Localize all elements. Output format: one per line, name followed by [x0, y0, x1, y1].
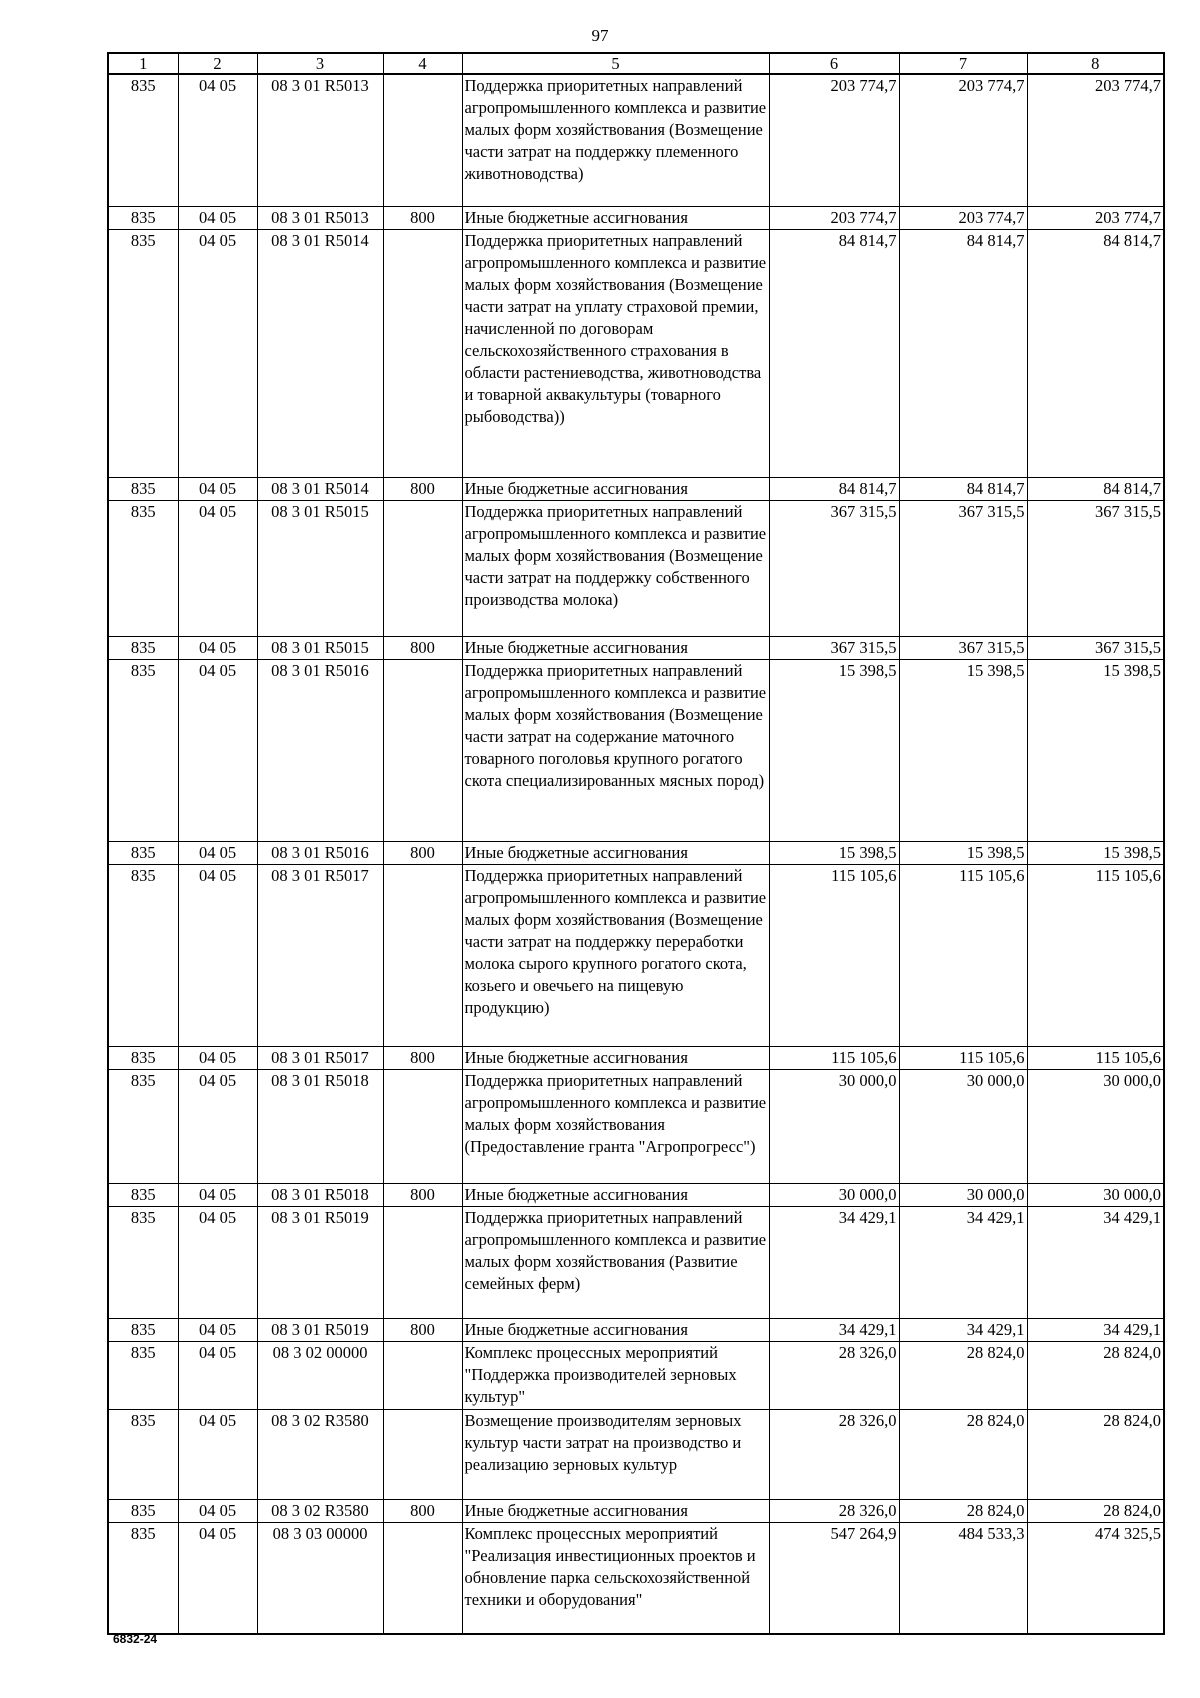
cell-expense-type [383, 1206, 462, 1318]
cell-target-article: 08 3 01 R5017 [257, 864, 383, 1046]
table-body [108, 74, 1164, 1634]
cell-section-code: 04 05 [178, 74, 257, 206]
cell-amount-year2: 15 398,5 [899, 659, 1027, 841]
page-number: 97 [591, 26, 609, 45]
table-row [108, 1046, 1164, 1069]
cell-amount-year3: 367 315,5 [1027, 636, 1164, 659]
cell-target-article: 08 3 01 R5015 [257, 500, 383, 636]
cell-amount-year2: 484 533,3 [899, 1522, 1027, 1634]
cell-expense-type [383, 864, 462, 1046]
cell-amount-year2: 34 429,1 [899, 1206, 1027, 1318]
cell-ministry-code: 835 [108, 1069, 178, 1183]
cell-amount-year3: 30 000,0 [1027, 1183, 1164, 1206]
cell-ministry-code: 835 [108, 1409, 178, 1499]
cell-amount-year1: 28 326,0 [769, 1409, 899, 1499]
cell-description: Иные бюджетные ассигнования [462, 1318, 769, 1341]
cell-target-article: 08 3 01 R5019 [257, 1318, 383, 1341]
cell-ministry-code: 835 [108, 1318, 178, 1341]
cell-description: Поддержка приоритетных направлений агропромышленного комплекса и развитие малых форм хозяйствования (Возмещение части затрат на содержание маточного товарного поголовья крупного рогатого скота специализированных мясных пород) [462, 659, 769, 841]
cell-target-article: 08 3 03 00000 [257, 1522, 383, 1634]
cell-expense-type [383, 1341, 462, 1409]
table-row [108, 1183, 1164, 1206]
cell-section-code: 04 05 [178, 659, 257, 841]
cell-amount-year3: 28 824,0 [1027, 1341, 1164, 1409]
cell-ministry-code: 835 [108, 636, 178, 659]
cell-amount-year3: 84 814,7 [1027, 477, 1164, 500]
cell-target-article: 08 3 02 R3580 [257, 1499, 383, 1522]
budget-table [107, 52, 1165, 1635]
cell-target-article: 08 3 02 R3580 [257, 1409, 383, 1499]
cell-ministry-code: 835 [108, 74, 178, 206]
cell-target-article: 08 3 01 R5015 [257, 636, 383, 659]
cell-description: Комплекс процессных мероприятий "Поддержка производителей зерновых культур" [462, 1341, 769, 1409]
cell-section-code: 04 05 [178, 1206, 257, 1318]
cell-target-article: 08 3 01 R5013 [257, 206, 383, 229]
table-row [108, 1069, 1164, 1183]
cell-amount-year3: 15 398,5 [1027, 841, 1164, 864]
cell-section-code: 04 05 [178, 1183, 257, 1206]
cell-description: Комплекс процессных мероприятий "Реализация инвестиционных проектов и обновление парка сельскохозяйственной техники и оборудования" [462, 1522, 769, 1634]
table-row [108, 1206, 1164, 1318]
cell-ministry-code: 835 [108, 1341, 178, 1409]
cell-target-article: 08 3 01 R5014 [257, 229, 383, 477]
cell-amount-year1: 115 105,6 [769, 1046, 899, 1069]
cell-section-code: 04 05 [178, 1341, 257, 1409]
cell-target-article: 08 3 01 R5014 [257, 477, 383, 500]
cell-ministry-code: 835 [108, 1046, 178, 1069]
cell-expense-type: 800 [383, 841, 462, 864]
table-row [108, 1318, 1164, 1341]
cell-ministry-code: 835 [108, 206, 178, 229]
cell-ministry-code: 835 [108, 477, 178, 500]
cell-section-code: 04 05 [178, 1046, 257, 1069]
cell-amount-year3: 203 774,7 [1027, 206, 1164, 229]
cell-amount-year1: 28 326,0 [769, 1499, 899, 1522]
cell-amount-year1: 203 774,7 [769, 206, 899, 229]
cell-target-article: 08 3 02 00000 [257, 1341, 383, 1409]
table-row [108, 74, 1164, 206]
table-row [108, 500, 1164, 636]
cell-amount-year3: 28 824,0 [1027, 1409, 1164, 1499]
cell-amount-year1: 203 774,7 [769, 74, 899, 206]
cell-expense-type [383, 659, 462, 841]
cell-expense-type: 800 [383, 1046, 462, 1069]
cell-target-article: 08 3 01 R5016 [257, 841, 383, 864]
cell-amount-year2: 367 315,5 [899, 500, 1027, 636]
cell-ministry-code: 835 [108, 229, 178, 477]
cell-section-code: 04 05 [178, 1069, 257, 1183]
cell-section-code: 04 05 [178, 1318, 257, 1341]
cell-amount-year1: 115 105,6 [769, 864, 899, 1046]
column-header: 8 [1027, 53, 1164, 74]
cell-amount-year2: 115 105,6 [899, 864, 1027, 1046]
table-row [108, 636, 1164, 659]
cell-description: Иные бюджетные ассигнования [462, 1183, 769, 1206]
cell-amount-year1: 34 429,1 [769, 1206, 899, 1318]
cell-ministry-code: 835 [108, 659, 178, 841]
table-row [108, 1499, 1164, 1522]
cell-amount-year3: 30 000,0 [1027, 1069, 1164, 1183]
cell-amount-year3: 367 315,5 [1027, 500, 1164, 636]
cell-ministry-code: 835 [108, 1499, 178, 1522]
cell-description: Иные бюджетные ассигнования [462, 206, 769, 229]
cell-amount-year3: 15 398,5 [1027, 659, 1164, 841]
column-header: 1 [108, 53, 178, 74]
cell-amount-year1: 34 429,1 [769, 1318, 899, 1341]
cell-amount-year2: 203 774,7 [899, 74, 1027, 206]
cell-amount-year1: 367 315,5 [769, 500, 899, 636]
cell-amount-year3: 34 429,1 [1027, 1206, 1164, 1318]
cell-amount-year1: 30 000,0 [769, 1183, 899, 1206]
cell-amount-year3: 474 325,5 [1027, 1522, 1164, 1634]
cell-amount-year2: 15 398,5 [899, 841, 1027, 864]
cell-amount-year2: 367 315,5 [899, 636, 1027, 659]
cell-amount-year3: 34 429,1 [1027, 1318, 1164, 1341]
cell-expense-type [383, 74, 462, 206]
cell-target-article: 08 3 01 R5016 [257, 659, 383, 841]
cell-section-code: 04 05 [178, 864, 257, 1046]
cell-description: Поддержка приоритетных направлений агропромышленного комплекса и развитие малых форм хозяйствования (Предоставление гранта "Агропрогресс") [462, 1069, 769, 1183]
cell-description: Иные бюджетные ассигнования [462, 841, 769, 864]
cell-amount-year3: 115 105,6 [1027, 864, 1164, 1046]
cell-amount-year1: 28 326,0 [769, 1341, 899, 1409]
cell-amount-year2: 34 429,1 [899, 1318, 1027, 1341]
table-row [108, 841, 1164, 864]
table-row [108, 1409, 1164, 1499]
cell-amount-year1: 30 000,0 [769, 1069, 899, 1183]
cell-ministry-code: 835 [108, 1522, 178, 1634]
cell-ministry-code: 835 [108, 1206, 178, 1318]
column-header: 7 [899, 53, 1027, 74]
cell-target-article: 08 3 01 R5018 [257, 1183, 383, 1206]
table-row [108, 864, 1164, 1046]
table-row [108, 206, 1164, 229]
cell-expense-type: 800 [383, 1499, 462, 1522]
cell-target-article: 08 3 01 R5013 [257, 74, 383, 206]
cell-section-code: 04 05 [178, 500, 257, 636]
cell-section-code: 04 05 [178, 229, 257, 477]
cell-expense-type [383, 1069, 462, 1183]
cell-amount-year1: 84 814,7 [769, 229, 899, 477]
cell-expense-type: 800 [383, 636, 462, 659]
cell-section-code: 04 05 [178, 1409, 257, 1499]
cell-amount-year1: 15 398,5 [769, 659, 899, 841]
cell-target-article: 08 3 01 R5019 [257, 1206, 383, 1318]
cell-amount-year2: 30 000,0 [899, 1069, 1027, 1183]
cell-amount-year1: 547 264,9 [769, 1522, 899, 1634]
table-row [108, 1522, 1164, 1634]
cell-ministry-code: 835 [108, 1183, 178, 1206]
document-code: 6832-24 [113, 1632, 158, 1646]
cell-amount-year3: 115 105,6 [1027, 1046, 1164, 1069]
table-row [108, 659, 1164, 841]
cell-section-code: 04 05 [178, 1499, 257, 1522]
cell-amount-year2: 203 774,7 [899, 206, 1027, 229]
cell-amount-year2: 115 105,6 [899, 1046, 1027, 1069]
cell-amount-year2: 28 824,0 [899, 1341, 1027, 1409]
column-header: 6 [769, 53, 899, 74]
cell-amount-year2: 28 824,0 [899, 1499, 1027, 1522]
cell-expense-type [383, 1409, 462, 1499]
cell-amount-year1: 84 814,7 [769, 477, 899, 500]
cell-amount-year3: 28 824,0 [1027, 1499, 1164, 1522]
cell-description: Иные бюджетные ассигнования [462, 1499, 769, 1522]
cell-expense-type: 800 [383, 1318, 462, 1341]
cell-ministry-code: 835 [108, 864, 178, 1046]
table-row [108, 1341, 1164, 1409]
cell-target-article: 08 3 01 R5018 [257, 1069, 383, 1183]
cell-amount-year3: 203 774,7 [1027, 74, 1164, 206]
cell-description: Иные бюджетные ассигнования [462, 1046, 769, 1069]
cell-amount-year2: 84 814,7 [899, 477, 1027, 500]
cell-expense-type [383, 229, 462, 477]
cell-description: Поддержка приоритетных направлений агропромышленного комплекса и развитие малых форм хозяйствования (Развитие семейных ферм) [462, 1206, 769, 1318]
cell-amount-year1: 367 315,5 [769, 636, 899, 659]
column-header: 2 [178, 53, 257, 74]
cell-section-code: 04 05 [178, 841, 257, 864]
cell-ministry-code: 835 [108, 500, 178, 636]
cell-amount-year2: 84 814,7 [899, 229, 1027, 477]
table-row [108, 477, 1164, 500]
cell-section-code: 04 05 [178, 1522, 257, 1634]
header-row [108, 53, 1164, 74]
cell-expense-type: 800 [383, 1183, 462, 1206]
column-header: 3 [257, 53, 383, 74]
cell-section-code: 04 05 [178, 206, 257, 229]
cell-expense-type: 800 [383, 206, 462, 229]
cell-amount-year1: 15 398,5 [769, 841, 899, 864]
cell-description: Поддержка приоритетных направлений агропромышленного комплекса и развитие малых форм хозяйствования (Возмещение части затрат на уплату страховой премии, начисленной по договорам сельскохозяйственного страхования в области растениеводства, животноводства и товарной аквакультуры (товарного рыбоводства)) [462, 229, 769, 477]
cell-description: Возмещение производителям зерновых культур части затрат на производство и реализацию зерновых культур [462, 1409, 769, 1499]
cell-description: Иные бюджетные ассигнования [462, 636, 769, 659]
cell-description: Иные бюджетные ассигнования [462, 477, 769, 500]
cell-section-code: 04 05 [178, 477, 257, 500]
cell-expense-type: 800 [383, 477, 462, 500]
cell-description: Поддержка приоритетных направлений агропромышленного комплекса и развитие малых форм хозяйствования (Возмещение части затрат на поддержку собственного производства молока) [462, 500, 769, 636]
cell-amount-year2: 28 824,0 [899, 1409, 1027, 1499]
cell-amount-year2: 30 000,0 [899, 1183, 1027, 1206]
cell-target-article: 08 3 01 R5017 [257, 1046, 383, 1069]
cell-expense-type [383, 500, 462, 636]
cell-description: Поддержка приоритетных направлений агропромышленного комплекса и развитие малых форм хозяйствования (Возмещение части затрат на поддержку племенного животноводства) [462, 74, 769, 206]
table-row [108, 229, 1164, 477]
cell-section-code: 04 05 [178, 636, 257, 659]
column-header: 4 [383, 53, 462, 74]
cell-expense-type [383, 1522, 462, 1634]
cell-description: Поддержка приоритетных направлений агропромышленного комплекса и развитие малых форм хозяйствования (Возмещение части затрат на поддержку переработки молока сырого крупного рогатого скота, козьего и овечьего на пищевую продукцию) [462, 864, 769, 1046]
cell-ministry-code: 835 [108, 841, 178, 864]
column-header: 5 [462, 53, 769, 74]
cell-amount-year3: 84 814,7 [1027, 229, 1164, 477]
